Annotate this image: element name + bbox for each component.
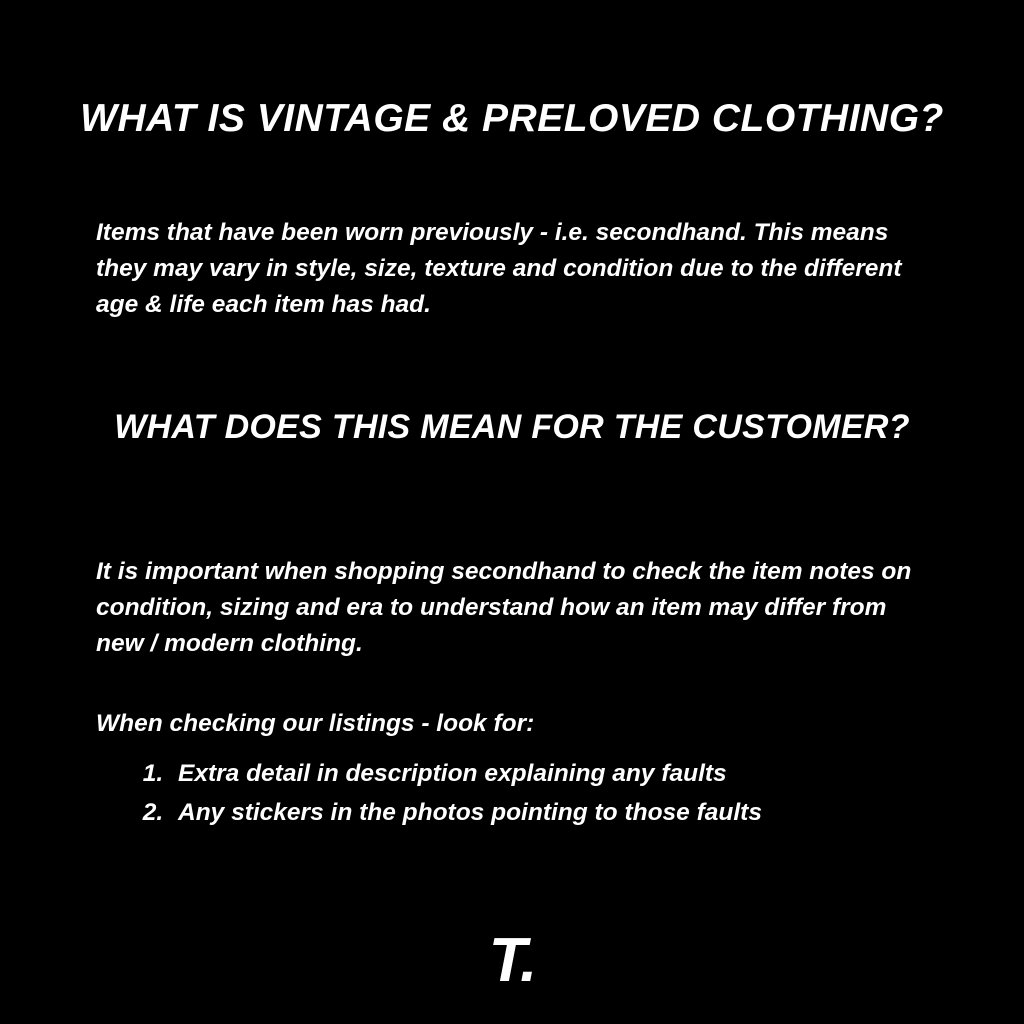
- definition-paragraph: Items that have been worn previously - i.e. secondhand. This means they may vary in style, size, texture and condition due to the different age & life each item has had.: [96, 218, 902, 318]
- brand-logo: T.: [488, 926, 536, 995]
- listings-intro-paragraph: When checking our listings - look for:: [96, 709, 535, 737]
- list-item: 2. Any stickers in the photos pointing to those faults: [170, 793, 990, 832]
- list-item: 1. Extra detail in description explaining any faults: [170, 754, 990, 793]
- page-title: WHAT IS VINTAGE & PRELOVED CLOTHING?: [80, 97, 944, 141]
- checklist: [118, 754, 990, 832]
- section-heading-customer: WHAT DOES THIS MEAN FOR THE CUSTOMER?: [114, 408, 910, 447]
- customer-guidance-paragraph: It is important when shopping secondhand to check the item notes on condition, sizing and era to understand how an item may differ from new / modern clothing.: [96, 557, 912, 657]
